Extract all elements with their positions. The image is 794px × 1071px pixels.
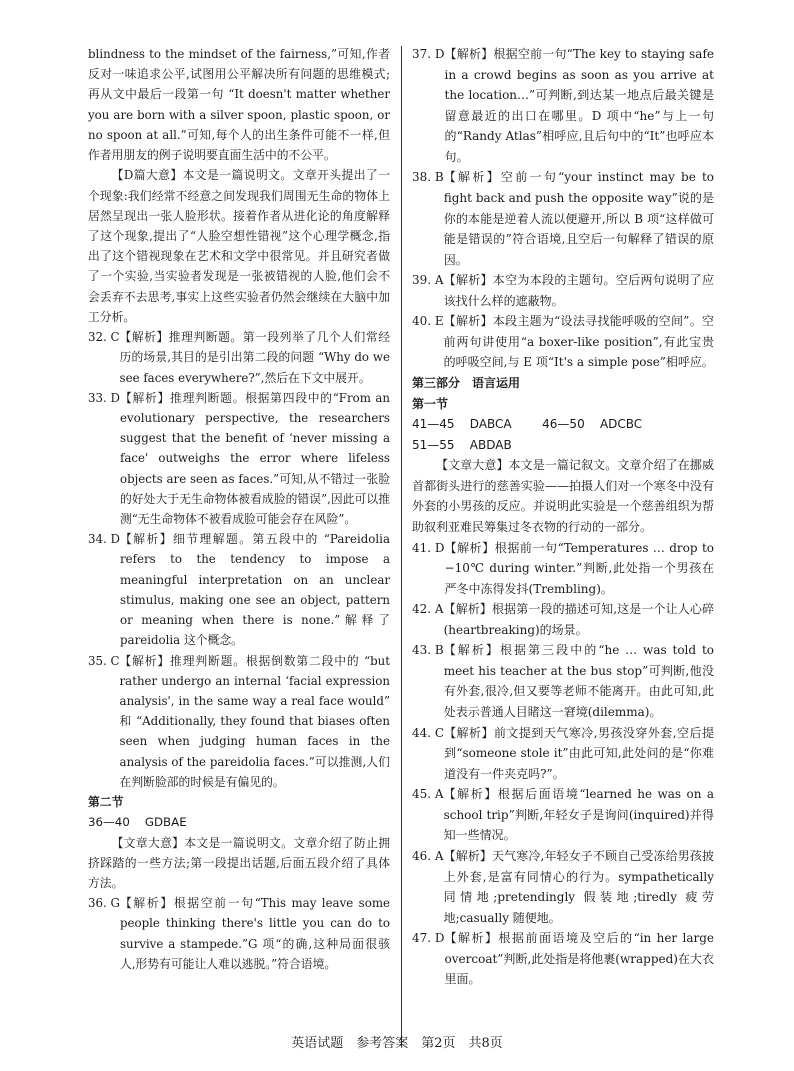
answer-number: 33. D xyxy=(88,390,120,405)
answer-key-row: 51—55 ABDAB xyxy=(412,437,512,452)
answer-item-41 xyxy=(412,538,714,600)
answer-explanation: 【解析】空前一句“your instinct may be to fight back and push the opposite way”说的是你的本能是逆着人流以便避开,所以 B 项“这样做可能是错误的”符合语境,且空后一句解释了错误的原因。 xyxy=(443,170,714,267)
answer-item-34 xyxy=(88,529,390,650)
answer-number: 44. C xyxy=(412,725,445,740)
answer-number: 41. D xyxy=(412,540,445,555)
answer-item-40 xyxy=(412,311,714,373)
answer-item-45 xyxy=(412,784,714,846)
d-passage-summary: 【D篇大意】本文是一篇说明文。文章开头提出了一个现象:我们经常不经意之间发现我们周围无生命的物体上居然呈现出一张人脸形状。接着作者从进化论的角度解释了这个现象,提出了“人脸空想性错视”这个心理学概念,指出了这个错视现象在艺术和文学中很常见。并且研究者做了一个实验,当实验者发现是一张被错视的人脸,他们会不会丢弃不去思考,事实上这些实验者仍然会继续在大脑中加工分析。 xyxy=(88,168,390,324)
answer-number: 36. G xyxy=(88,896,120,911)
column-divider xyxy=(401,46,402,1046)
answer-explanation: 【解析】天气寒冷,年轻女子不顾自己受冻给男孩披上外套,是富有同情心的行为。sympathetically 同情地;pretendingly 假装地;tiredly 疲劳地;casually 随便地。 xyxy=(443,848,714,925)
part-heading: 第三部分 语言运用 xyxy=(412,376,521,390)
right-column xyxy=(412,44,714,990)
section1-passage-summary: 【文章大意】本文是一篇记叙文。文章介绍了在挪威首都街头进行的慈善实验——拍摄人们对一个寒冬中没有外套的小男孩的反应。并说明此实验是一个慈善组织为帮助叙利亚难民筹集过冬衣物的行动的一部分。 xyxy=(412,458,714,534)
answer-item-39 xyxy=(412,270,714,311)
answer-item-46 xyxy=(412,846,714,928)
section2-passage-summary: 【文章大意】本文是一篇说明文。文章介绍了防止拥挤踩踏的一些方法;第一段提出话题,后面五段介绍了具体方法。 xyxy=(88,835,390,890)
answer-number: 34. D xyxy=(88,532,120,547)
answer-explanation: 【解析】根据第三段中的“he … was told to meet his teacher at the bus stop”可判断,他没有外套,很冷,但又要等老师不能离开。由此可知,此处表示普通人目睹这一窘境(dilemma)。 xyxy=(443,643,714,719)
answer-explanation: 【解析】本段主题为“设法寻找能呼吸的空间”。空前两句讲使用“a boxer-like position”,有此宝贵的呼吸空间,与 E 项“It's a simple pose”相呼应。 xyxy=(443,314,714,370)
answer-explanation: 【解析】前文提到天气寒冷,男孩没穿外套,空后提到“someone stole it”由此可知,此处问的是“你难道没有一件夹克吗?”。 xyxy=(444,725,714,781)
answer-explanation: 【解析】细节理解题。第五段中的 “Pareidolia refers to the tendency to impose a meaningful interpretation on an unclear stimulus, making one see an object, pattern or meaning when there is none.”解释了 pareidolia 这个概念。 xyxy=(119,532,390,648)
section-heading: 第一节 xyxy=(412,396,449,411)
answer-item-33 xyxy=(88,388,390,530)
answer-item-43 xyxy=(412,640,714,722)
answer-number: 45. A xyxy=(412,787,444,802)
answer-explanation: 【解析】根据前面语境及空后的“in her large overcoat”判断,此处指是将他裹(wrapped)在大衣里面。 xyxy=(444,931,714,987)
answer-number: 32. C xyxy=(88,330,120,345)
answer-number: 39. A xyxy=(412,273,444,288)
answer-explanation: 【解析】根据第一段的描述可知,这是一个让人心碎(heartbreaking)的场景。 xyxy=(443,602,714,637)
answer-explanation: 【解析】推理判断题。第一段列举了几个人们常经历的场景,其目的是引出第二段的问题 “Why do we see faces everywhere?”,然后在下文中展开。 xyxy=(119,330,390,385)
answer-item-42 xyxy=(412,599,714,640)
c-passage-analysis-continued: blindness to the mindset of the fairness,”可知,作者反对一味追求公平,试图用公平解决所有问题的思维模式;再从文中最后一段第一句 “It doesn't matter whether you are born with a silver spoon, plastic spoon, or no spoon at all.”可知,每个人的出生条件可能不一样,但作者用朋友的例子说明要直面生活中的不公平。 xyxy=(88,47,390,163)
answer-item-37 xyxy=(412,44,714,167)
answer-item-38 xyxy=(412,167,714,270)
answer-number: 42. A xyxy=(412,602,444,617)
answer-number: 35. C xyxy=(88,653,120,668)
answer-number: 43. B xyxy=(412,643,444,658)
answer-explanation: 【解析】推理判断题。根据倒数第二段中的 “but rather undergo an internal ‘facial expression analysis', in the same way a real face would” 和 “Additionally, they found that biases often seen when judging human faces in the analysis of the pareidolia faces.”可以推测,人们在判断脸部的时候是有偏见的。 xyxy=(119,653,390,789)
answer-explanation: 【解析】根据后面语境“learned he was on a school trip”判断,年轻女子是询问(inquired)并得知一些情况。 xyxy=(443,787,714,843)
answer-number: 37. D xyxy=(412,47,445,61)
answer-number: 46. A xyxy=(412,848,444,863)
answer-number: 38. B xyxy=(412,170,444,185)
answer-item-44 xyxy=(412,723,714,785)
answer-explanation: 【解析】本空为本段的主题句。空后两句说明了应该找什么样的遮蔽物。 xyxy=(443,273,714,308)
answer-number: 47. D xyxy=(412,931,445,946)
answer-number: 40. E xyxy=(412,314,444,329)
answer-item-35 xyxy=(88,651,390,793)
left-column xyxy=(88,44,390,974)
answer-explanation: 【解析】根据空前一句“This may leave some people thinking there's little you can do to survive a stampede.”G 项“的确,这种局面很骇人,形势有可能让人难以逃脱。”符合语境。 xyxy=(119,896,390,971)
answer-explanation: 【解析】根据前一句“Temperatures … drop to −10℃ during winter.”判断,此处指一个男孩在严冬中冻得发抖(Trembling)。 xyxy=(444,540,714,596)
page-footer: 英语试题 参考答案 第2页 共8页 xyxy=(291,1036,503,1051)
answer-explanation: 【解析】推理判断题。根据第四段中的“From an evolutionary perspective, the researchers suggest that the benefit of ‘never missing a face' outweighs the error where lifeless objects are seen as faces.”可知,从不错过一张脸的好处大于无生命物体被看成脸的错误”,因此可以推测“无生命物体不被看成脸可能会存在风险”。 xyxy=(119,390,390,527)
answer-explanation: 【解析】根据空前一句“The key to staying safe in a crowd begins as soon as you arrive at the location…”可判断,到达某一地点后最关键是留意最近的出口在哪里。D 项中“he”与上一句的“Randy Atlas”相呼应,且后句中的“It”也呼应本句。 xyxy=(444,47,714,164)
section-heading: 第二节 xyxy=(88,795,124,810)
answer-item-47 xyxy=(412,928,714,990)
answer-key-row: 41—45 DABCA 46—50 ADCBC xyxy=(412,417,643,432)
answer-item-32 xyxy=(88,327,390,388)
answer-key-row: 36—40 GDBAE xyxy=(88,815,187,830)
answer-item-36 xyxy=(88,893,390,974)
